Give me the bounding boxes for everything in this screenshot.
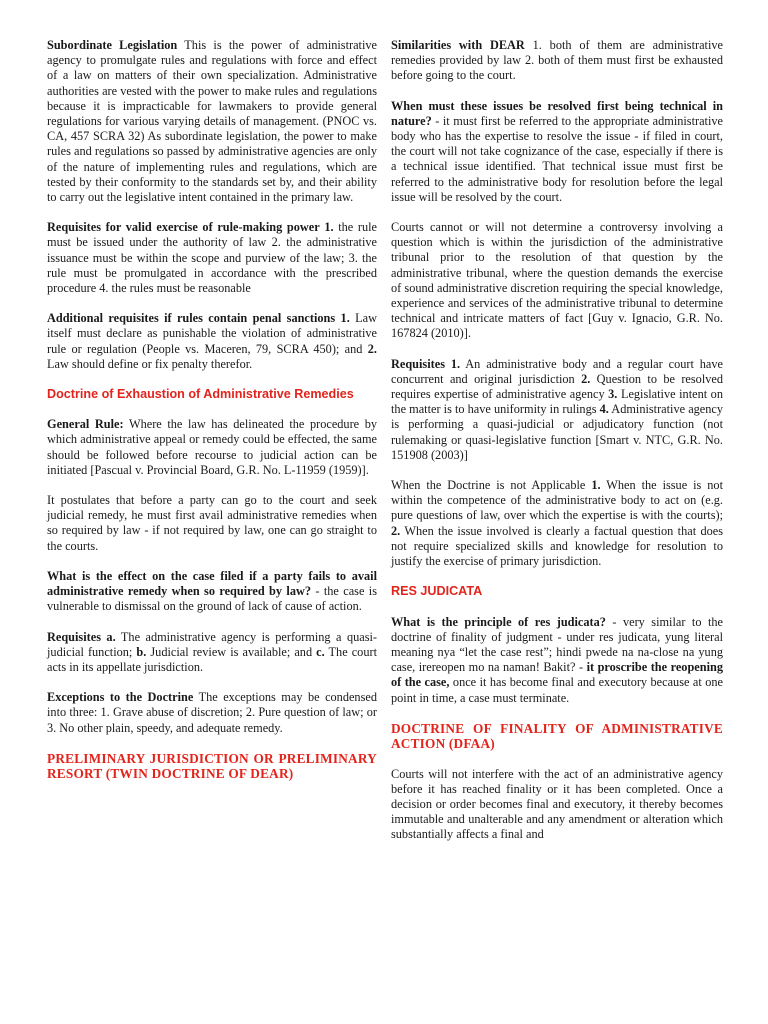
postulates-paragraph: It postulates that before a party can go to the court and seek judicial remedy, he must first avail administrative remedies when so required by law - if not required by law, one can go straight to the courts.	[47, 493, 377, 553]
not-applicable-paragraph: When the Doctrine is not Applicable 1. When the issue is not within the competence of the administrative body to act on (e.g. pure questions of law, over which the expertise is with the courts); 2. When the issue involved is clearly a factual question that does not require specialized skills and knowledge for resolution to justify the exercise of primary jurisdiction.	[391, 478, 723, 569]
courts-cannot-paragraph: Courts cannot or will not determine a controversy involving a question which is within the jurisdiction of the administrative tribunal prior to the resolution of that question by the administrative tribunal, where the question demands the exercise of sound administrative discretion requiring the special knowledge, experience and services of the administrative tribunal to determine technical and intricate matters of fact [Guy v. Ignacio, G.R. No. 167824 (2010)].	[391, 220, 723, 341]
additional-requisites-paragraph: Additional requisites if rules contain penal sanctions 1. Law itself must declare as punishable the violation of administrative rule or regulation (People vs. Maceren, 79, SCRA 450); and 2. Law should define or fix penalty therefor.	[47, 311, 377, 371]
requisites-valid-paragraph: Requisites for valid exercise of rule-making power 1. the rule must be issued under the authority of law 2. the administrative issuance must be within the scope and purview of the law; 3. the rule must be promulgated in accordance with the prescribed procedure 4. the rules must be reasonable	[47, 220, 378, 296]
left-column	[47, 38, 377, 797]
dfaa-heading: DOCTRINE OF FINALITY OF ADMINISTRATIVE ACTION (DFAA)	[391, 720, 723, 752]
subordinate-legislation-paragraph: Subordinate Legislation This is the power of administrative agency to promulgate rules and regulations with force and effect of a law on matters of their own specialization. Administrative authorities are vested with the power to make rules and regulations because it is impracticable for lawmakers to provide general regulations for various varying details of management. (PNOC vs. CA, 457 SCRA 32) As subordinate legislation, the power to make rules and regulations so passed by administrative agencies are only of the nature of implementing rules and regulations, which are tested by their conformity to the standards set by, and their ability to carry out the legislative intent contained in the primary law.	[47, 38, 377, 205]
similarities-paragraph: Similarities with DEAR 1. both of them are administrative remedies provided by law 2. both of them must first be exhausted before going to the court.	[391, 38, 723, 83]
requisites-a-paragraph: Requisites a. The administrative agency is performing a quasi-judicial function; b. Judicial review is available; and c. The court acts in its appellate jurisdiction.	[47, 629, 377, 674]
effect-question-paragraph: What is the effect on the case filed if a party fails to avail administrative remedy when so required by law? - the case is vulnerable to dismissal on the ground of lack of cause of action.	[47, 568, 378, 614]
doctrine-exhaustion-heading: Doctrine of Exhaustion of Administrative Remedies	[47, 387, 354, 402]
general-rule-paragraph: General Rule: Where the law has delineated the procedure by which administrative appeal or remedy could be effected, the same should be followed before recourse to judicial action can be initiated [Pascual v. Provincial Board, G.R. No. L-11959 (1959)].	[47, 417, 378, 477]
requisites-paragraph: Requisites 1. An administrative body and a regular court have concurrent and original jurisdiction 2. Question to be resolved requires expertise of administrative agency 3. Legislative intent on the matter is to have uniformity in rulings 4. Administrative agency is performing a quasi-judicial or adjudicatory function (not rulemaking or quasi-legislative function [Smart v. NTC, G.R. No. 151908 (2003)]	[391, 356, 724, 462]
right-column	[391, 38, 723, 858]
when-resolved-paragraph: When must these issues be resolved first being technical in nature? - it must first be referred to the appropriate administrative body who has the expertise to resolve the issue - if filed in court, the court will not take cognizance of the case, especially if there is a technical issue identified. That technical issue must first be referred to the administrative body for resolution before the legal issue will be resolved by the court.	[391, 98, 723, 204]
res-judicata-heading: RES JUDICATA	[391, 584, 483, 599]
exceptions-paragraph: Exceptions to the Doctrine The exceptions may be condensed into three: 1. Grave abuse of discretion; 2. Pure question of law; or 3. No other plain, speedy, and adequate remedy.	[47, 690, 377, 735]
res-judicata-principle-paragraph: What is the principle of res judicata? - very similar to the doctrine of finality of judgment - under res judicata, yung literal meaning nya “let the case rest”; hindi pwede na na-close na yung case, irereopen mo na naman! Bakit? - it proscribe the reopening of the case, once it has become final and executory because at one point in time, a case must terminate.	[391, 614, 723, 705]
courts-will-not-paragraph: Courts will not interfere with the act of an administrative agency before it has reached finality or it has been completed. Once a decision or order becomes final and executory, it thereby becomes immutable and unalterable and any amendment or alteration which substantially affects a final and	[391, 766, 723, 842]
preliminary-jurisdiction-heading: PRELIMINARY JURISDICTION OR PRELIMINARY RESORT (TWIN DOCTRINE OF DEAR)	[47, 750, 377, 782]
